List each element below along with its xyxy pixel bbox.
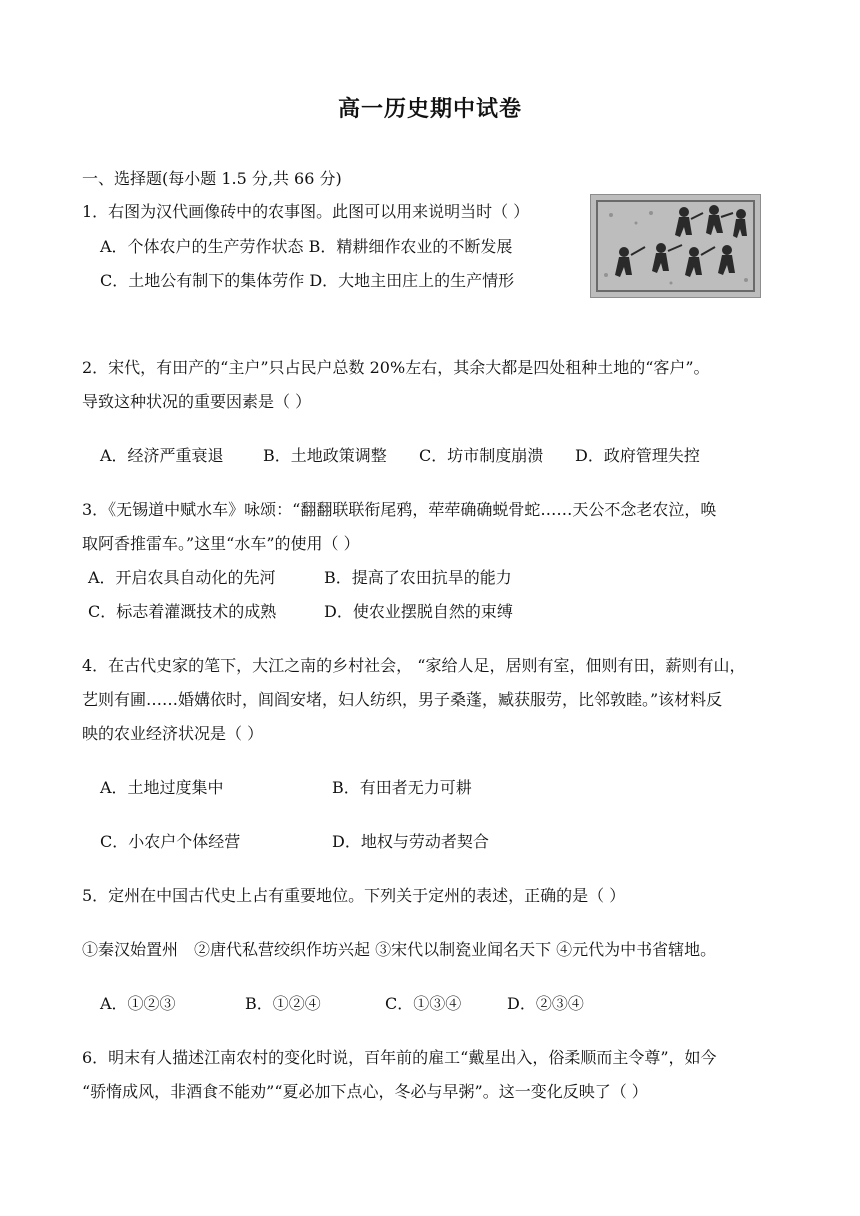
question-4-option-a: A．土地过度集中 — [100, 778, 224, 797]
question-4-line-2: 艺则有圃……婚媾依时，闾阎安堵，妇人纺织，男子桑蓬，臧获服劳，比邻敦睦。”该材料反 — [82, 690, 723, 709]
question-4-line-1: 4．在古代史家的笔下，大江之南的乡村社会， “家给人足，居则有室，佃则有田，薪则有山， — [82, 656, 746, 675]
question-2-option-c: C．坊市制度崩溃 — [419, 446, 544, 465]
question-1-options-ab: A．个体农户的生产劳作状态 B．精耕细作农业的不断发展 — [100, 237, 513, 256]
question-5-option-d: D．②③④ — [507, 994, 584, 1013]
question-1-stem: 1．右图为汉代画像砖中的农事图。此图可以用来说明当时（ ） — [82, 202, 530, 221]
question-5-option-b: B．①②④ — [245, 994, 321, 1013]
page-title: 高一历史期中试卷 — [337, 96, 522, 122]
question-3-option-a: A．开启农具自动化的先河 — [88, 568, 276, 587]
question-4-line-3: 映的农业经济状况是（ ） — [82, 724, 264, 743]
question-2-option-b: B．土地政策调整 — [263, 446, 387, 465]
question-2-option-d: D．政府管理失控 — [575, 446, 700, 465]
question-3-option-b: B．提高了农田抗旱的能力 — [324, 568, 512, 587]
question-5-option-c: C．①③④ — [385, 994, 462, 1013]
question-6-line-1: 6．明末有人描述江南农村的变化时说，百年前的雇工“戴星出入，俗柔顺而主令尊”，如今 — [82, 1048, 717, 1067]
question-5-option-a: A．①②③ — [100, 994, 176, 1013]
question-3-line-1: 3．《无锡道中赋水车》咏颂：“翻翻联联衔尾鸦，荦荦确确蜕骨蛇……天公不念老农泣，唤 — [82, 500, 717, 519]
question-5-stem: 5．定州在中国古代史上占有重要地位。下列关于定州的表述，正确的是（ ） — [82, 886, 626, 905]
question-2-line-1: 2．宋代，有田产的“主户”只占民户总数 20%左右，其余大都是四处租种土地的“客户”。 — [82, 358, 710, 377]
question-3-option-d: D．使农业摆脱自然的束缚 — [324, 602, 513, 621]
question-4-option-d: D．地权与劳动者契合 — [332, 832, 489, 851]
han-brick-farming-image — [590, 194, 761, 298]
question-6-line-2: “骄惰成风，非酒食不能劝”“夏必加下点心，冬必与早粥”。这一变化反映了（ ） — [82, 1082, 648, 1101]
question-3-line-2: 取阿香推雷车。”这里“水车”的使用（ ） — [82, 534, 360, 553]
question-2-option-a: A．经济严重衰退 — [100, 446, 224, 465]
question-2-line-2: 导致这种状况的重要因素是（ ） — [82, 392, 312, 411]
question-1-options-cd: C．土地公有制下的集体劳作 D．大地主田庄上的生产情形 — [100, 271, 515, 290]
question-4-option-c: C．小农户个体经营 — [100, 832, 241, 851]
section-heading: 一、选择题(每小题 1.5 分,共 66 分) — [82, 169, 342, 188]
question-3-option-c: C．标志着灌溉技术的成熟 — [88, 602, 277, 621]
question-5-items: ①秦汉始置州 ②唐代私营绞织作坊兴起 ③宋代以制瓷业闻名天下 ④元代为中书省辖地。 — [82, 940, 717, 959]
question-4-option-b: B．有田者无力可耕 — [332, 778, 472, 797]
